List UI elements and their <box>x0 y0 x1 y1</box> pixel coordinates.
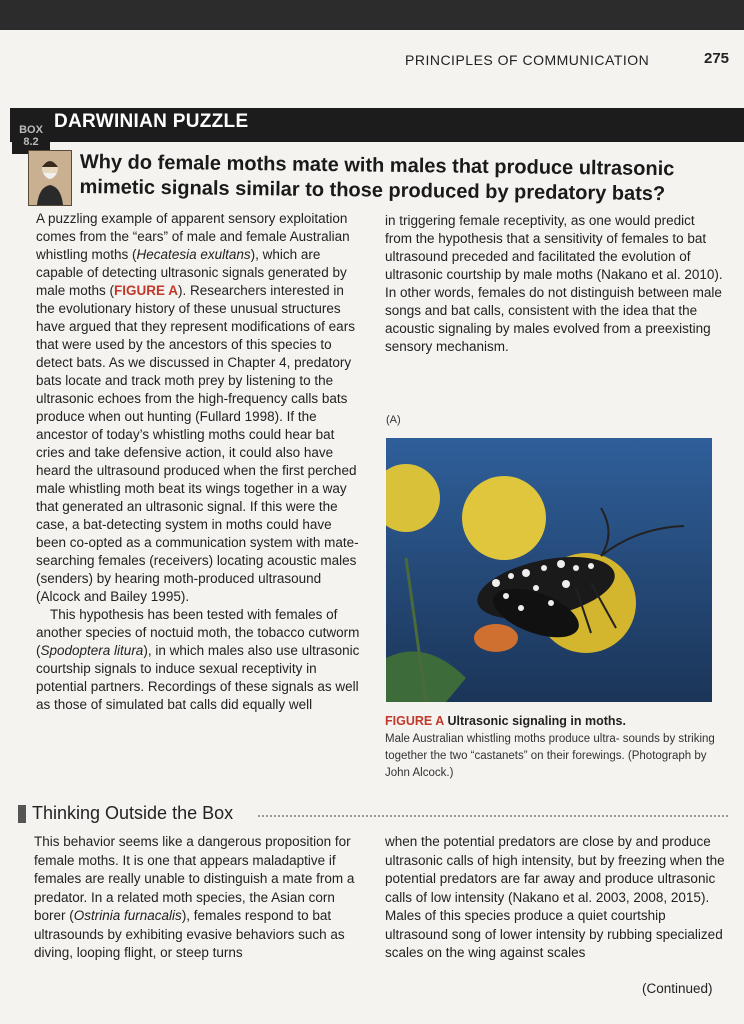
box-title: DARWINIAN PUZZLE <box>54 111 249 132</box>
box-tag-label: BOX <box>19 124 43 136</box>
paragraph-2 <box>36 606 364 714</box>
box-question: Why do female moths mate with males that produce ultrasonic mimetic signals similar to those produced by predatory bats? <box>79 150 675 206</box>
figure-caption <box>385 713 715 782</box>
darwin-portrait-icon <box>28 150 72 206</box>
p2-text-a: This hypothesis has been tested with females of another species of noctuid moth, the tobacco cutworm ( <box>36 607 360 658</box>
thinking-right-column: when the potential predators are close by and produce ultrasonic calls of high intensity, but by freezing when the potential predators are far away and produce ultrasonic calls of low intensity (Nakano et al. 2003, 2008, 2015). Males of this species produce a quiet courtship ultrasound song of lower intensity by rubbing specialized scales on the wing against scales <box>385 834 725 960</box>
dotted-rule <box>258 815 728 817</box>
page-top-shadow <box>0 0 744 30</box>
section-marker-icon <box>18 805 26 823</box>
p1-species: Hecatesia exultans <box>136 247 251 262</box>
page-number: 275 <box>704 50 730 67</box>
continued-label: (Continued) <box>642 981 713 996</box>
moth-photograph <box>386 438 712 702</box>
thinking-left-column <box>34 833 369 963</box>
box-tag-number: 8.2 <box>23 136 39 148</box>
thinking-left-text-b: ), females respond to bat ultrasounds by exhibiting evasive behaviors such as diving, looping flight, or steep turns <box>34 908 345 960</box>
left-column <box>36 210 364 714</box>
p1-text-c: ). Researchers interested in the evolutionary history of these unusual structures have argued that they represent modifications of ears that were used by the ancestors of this species to detect bats. As we discussed in Chapter 4, predatory bats locate and track moth prey by listening to the ultrasonic echoes from the high-frequency calls bats produce when out hunting (Fullard 1998). If the ancestor of today’s whistling moths could hear bat cries and take defensive action, it could also have heard the ultrasound produced when the first perched male whistling moth beat its wings together in a way that generated an ultrasonic signal. If this were the case, a bat-detecting system in moths could have been co-opted as a communication system with mate-searching females (receivers) locating acoustic males (senders) by hearing moth-produced ultrasound (Alcock and Bailey 1995). <box>36 283 359 604</box>
right-column: in triggering female receptivity, as one would predict from the hypothesis that a sensitivity of females to bat ultrasound preceded and facilitated the evolution of ultrasonic courtship by male moths (Nakano et al. 2010). In other words, females do not distinguish between male songs and bat calls, consistent with the idea that the acoustic signaling by males evolved from a preexisting sensory mechanism. <box>385 213 723 354</box>
running-head: PRINCIPLES OF COMMUNICATION <box>405 52 650 68</box>
thinking-heading: Thinking Outside the Box <box>32 803 234 823</box>
thinking-species: Ostrinia furnacalis <box>73 908 182 923</box>
p2-species: Spodoptera litura <box>40 643 144 658</box>
paragraph-1 <box>36 210 364 606</box>
figure-reference: FIGURE A <box>114 283 179 298</box>
thinking-left-text-a: This behavior seems like a dangerous proposition for female moths. It is one that appears maladaptive if females are really unable to distinguish a mate from a predator. In a related moth species, the Asian corn borer ( <box>34 834 355 923</box>
caption-figure-label: FIGURE A <box>385 714 445 728</box>
figure-panel-label: (A) <box>386 414 401 426</box>
p1-text-b: ), which are capable of detecting ultrasonic signals generated by male moths ( <box>36 247 347 298</box>
p1-text-a: A puzzling example of apparent sensory exploitation comes from the “ears” of male and female Australian whistling moths ( <box>36 211 350 262</box>
p2-text-b: ), in which males also use ultrasonic courtship signals to induce sexual receptivity in potential partners. Recordings of these signals as well as those of simulated bat calls did equally well <box>36 643 360 712</box>
caption-text: Male Australian whistling moths produce ultra- sounds by striking together the two “castanets” on their forewings. (Photograph by John Alcock.) <box>385 733 715 779</box>
caption-title: Ultrasonic signaling in moths. <box>447 714 626 728</box>
